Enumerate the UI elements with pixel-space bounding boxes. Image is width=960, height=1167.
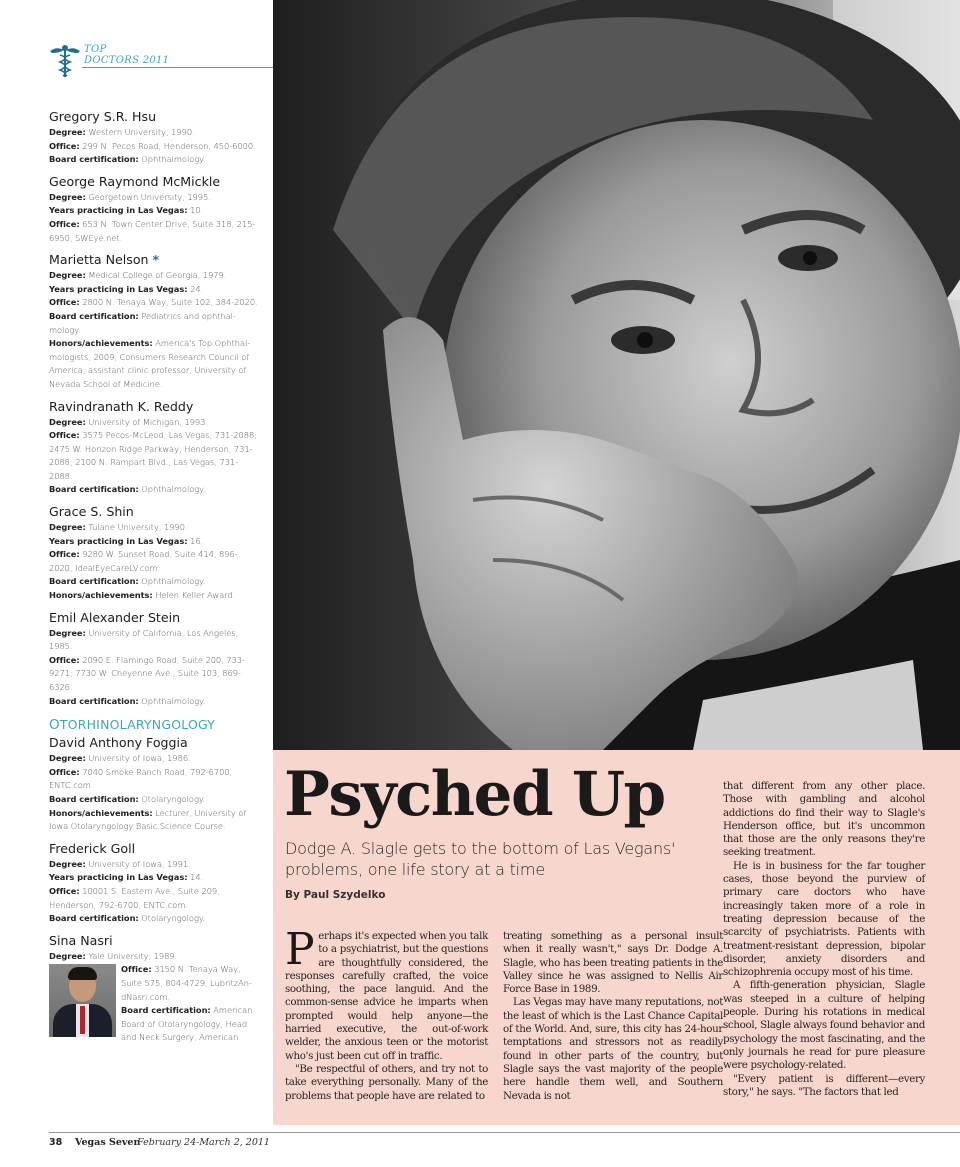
doctor-detail: Office: 10001 S. Eastern Ave., Suite 209, Henderson, 792-6700, ENTC.com. bbox=[49, 885, 220, 910]
doctor-detail: Board certification: Ophthalmology. bbox=[49, 154, 206, 165]
doctor-board-certification: Board certification: American Board of Otolaryngology, Head and Neck Surgery, American bbox=[121, 1005, 253, 1043]
doctor-name: Sina Nasri bbox=[49, 932, 113, 948]
doctor-detail: Office: 3575 Pecos-McLeod, Las Vegas, 731-2088; 2475 W. Horizon Ridge Parkway, Henderson, 731-2088; 2100 N. Rampart Blvd., Las Vegas, 731-2088. bbox=[49, 430, 257, 481]
doctor-detail: Office: 2090 E. Flamingo Road, Suite 200, 733-9271; 7730 W. Cheyenne Ave., Suite 103, 869-6326. bbox=[49, 654, 245, 692]
article-paragraph: Las Vegas may have many reputations, not the least of which is the Last Chance Capital of the World. And, sure, this city has 24-hour temptations and stressors not as readily found in other parts of the country, but Slagle says the vast majority of the people here handle them well, and Southern Nevada is not bbox=[503, 996, 723, 1102]
page-number: 38 bbox=[49, 1137, 63, 1148]
doctor-detail: Board certification: Ophthalmology. bbox=[49, 695, 206, 706]
logo-text: TOP DOCTORS 2011 bbox=[84, 44, 170, 66]
doctor-name: Ravindranath K. Reddy bbox=[49, 398, 194, 414]
doctor-entry bbox=[49, 398, 261, 498]
article-deck: Dodge A. Slagle gets to the bottom of Las Vegans' problems, one life story at a time bbox=[285, 839, 676, 879]
doctor-entry bbox=[49, 173, 261, 245]
page-footer bbox=[0, 1125, 960, 1167]
article-column-3 bbox=[723, 780, 925, 1099]
article-panel bbox=[273, 750, 960, 1125]
doctor-detail: Office: 7040 Smoke Ranch Road, 792-6700, ENTC.com. bbox=[49, 766, 233, 791]
doctor-detail: Honors/achievements: Lecturer, University of Iowa Otolaryngology Basic Science Course. bbox=[49, 807, 247, 832]
doctor-detail: Office: 9280 W. Sunset Road, Suite 414, 896-2020, IdealEyeCareLV.com. bbox=[49, 549, 238, 573]
doctor-list bbox=[49, 108, 261, 1051]
doctor-detail: Honors/achievements: Helen Keller Award. bbox=[49, 590, 236, 601]
doctor-detail: Years practicing in Las Vegas: 24. bbox=[49, 283, 204, 294]
doctor-detail: Honors/achievements: America's Top Ophthal-mologists, 2009, Consumers Research Council of America, assistant clinic professor, University of Nevada School of Medicine. bbox=[49, 338, 251, 389]
doctor-name: George Raymond McMickle bbox=[49, 173, 221, 189]
article-column-1 bbox=[285, 924, 488, 1103]
doctor-entry bbox=[49, 503, 261, 603]
article-paragraph: "Every patient is different—every story," he says. "The factors that led bbox=[723, 1072, 925, 1098]
article-paragraph: Perhaps it's expected when you talk to a psychiatrist, but the questions are thoughtfully considered, the responses carefully crafted, the voice soothing, the pace languid. And the common-sense advice he imparts when prompted would help anyone—the harried executive, the out-of-work welder, the anxious teen or the motorist who's just been cut off in traffic. bbox=[285, 924, 488, 1062]
doctor-detail: Board certification: Ophthalmology. bbox=[49, 576, 206, 587]
top-doctors-logo bbox=[46, 40, 273, 80]
footer-rule bbox=[49, 1132, 960, 1133]
doctor-name: Marietta Nelson * bbox=[49, 252, 160, 268]
doctor-listing-column bbox=[0, 0, 273, 1125]
article-headline: Psyched Up bbox=[284, 759, 665, 830]
doctor-portrait bbox=[49, 964, 116, 1037]
article-paragraph: treating something as a personal insult when it really wasn't," says Dr. Dodge A. Slagle, who has been treating patients in the Valley since he was assigned to Nellis Air Force Base in 1989. bbox=[503, 930, 723, 996]
article-column-2 bbox=[503, 930, 723, 1103]
doctor-detail: Degree: Tulane University, 1990. bbox=[49, 522, 188, 533]
doctor-entry bbox=[49, 251, 261, 391]
doctor-name: Emil Alexander Stein bbox=[49, 609, 181, 625]
article-paragraph: A fifth-generation physician, Slagle was steeped in a culture of helping people. During his rotations in medical school, Slagle always found behavior and psychology the most fascinating, and the only journals he read for pure pleasure were psychology-related. bbox=[723, 979, 925, 1072]
doctor-detail: Years practicing in Las Vegas: 14. bbox=[49, 872, 204, 883]
article-byline: By Paul Szydelko bbox=[285, 889, 386, 901]
doctor-detail: Office: 299 N. Pecos Road, Henderson, 450-6000. bbox=[49, 140, 256, 151]
doctor-detail: Board certification: Pediatrics and ophthal-mology. bbox=[49, 310, 236, 335]
issue-date: February 24-March 2, 2011 bbox=[137, 1137, 270, 1148]
doctor-entry bbox=[49, 609, 261, 709]
doctor-name: David Anthony Foggia bbox=[49, 735, 188, 751]
doctor-entry bbox=[49, 734, 261, 834]
featured-star-icon: * bbox=[152, 252, 160, 268]
logo-rule bbox=[82, 67, 273, 68]
doctor-detail: Degree: Georgetown University, 1995. bbox=[49, 191, 211, 202]
doctor-name: Gregory S.R. Hsu bbox=[49, 109, 157, 124]
doctor-detail: Board certification: Ophthalmology. bbox=[49, 484, 206, 495]
doctor-entry-sina-nasri bbox=[49, 932, 261, 1045]
drop-cap: P bbox=[285, 924, 315, 975]
article-paragraph: "Be respectful of others, and try not to take everything personally. Many of the problems that people have are related to bbox=[285, 1062, 488, 1102]
doctor-detail: Board certification: Otolaryngology. bbox=[49, 913, 206, 924]
portrait-photo bbox=[273, 0, 960, 750]
article-paragraph: that different from any other place. Those with gambling and alcohol addictions do find their way to Slagle's Henderson office, but it's uncommon that those are the only reasons they're seeking treatment. bbox=[723, 780, 925, 859]
doctor-detail: Office: 2800 N. Tenaya Way, Suite 102, 384-2020. bbox=[49, 297, 258, 308]
doctor-detail: Degree: Medical College of Georgia, 1979. bbox=[49, 270, 227, 281]
doctor-detail: Board certification: Otolaryngology. bbox=[49, 793, 206, 804]
doctor-detail: Degree: Western University, 1990. bbox=[49, 127, 195, 137]
doctor-name: Frederick Goll bbox=[49, 840, 136, 856]
doctor-detail: Degree: University of Michigan, 1993. bbox=[49, 416, 208, 427]
doctor-detail: Office: 653 N. Town Center Drive, Suite 318, 215-6950, SWEye.net. bbox=[49, 218, 256, 243]
doctor-degree: Degree: Yale University, 1989. bbox=[49, 950, 178, 961]
doctor-office: Office: 3150 N. Tenaya Way, Suite 575, 804-4729, LubritzAn-dNasri.com. bbox=[121, 964, 252, 1002]
doctor-entry bbox=[49, 108, 261, 167]
caduceus-icon bbox=[48, 42, 82, 78]
doctor-detail: Degree: University of California, Los Angeles, 1985. bbox=[49, 627, 239, 652]
magazine-name: Vegas Seven bbox=[75, 1137, 141, 1148]
doctor-detail: Degree: University of Iowa, 1991. bbox=[49, 858, 191, 869]
section-heading-otorhinolaryngology: OTORHINOLARYNGOLOGY bbox=[49, 717, 216, 734]
doctor-detail: Degree: University of Iowa, 1986. bbox=[49, 753, 191, 764]
doctor-detail: Years practicing in Las Vegas: 10. bbox=[49, 205, 204, 216]
doctor-entry bbox=[49, 840, 261, 926]
article-paragraph: He is in business for the far tougher cases, those beyond the purview of primary care doctors who have increasingly taken more of a role in treating depression because of the scarcity of psychiatrists. Patients with treatment-resistant depression, bipolar disorder, anxiety disorders and schizophrenia occupy most of his time. bbox=[723, 859, 925, 979]
doctor-name: Grace S. Shin bbox=[49, 504, 134, 520]
doctor-detail: Years practicing in Las Vegas: 16. bbox=[49, 535, 204, 546]
